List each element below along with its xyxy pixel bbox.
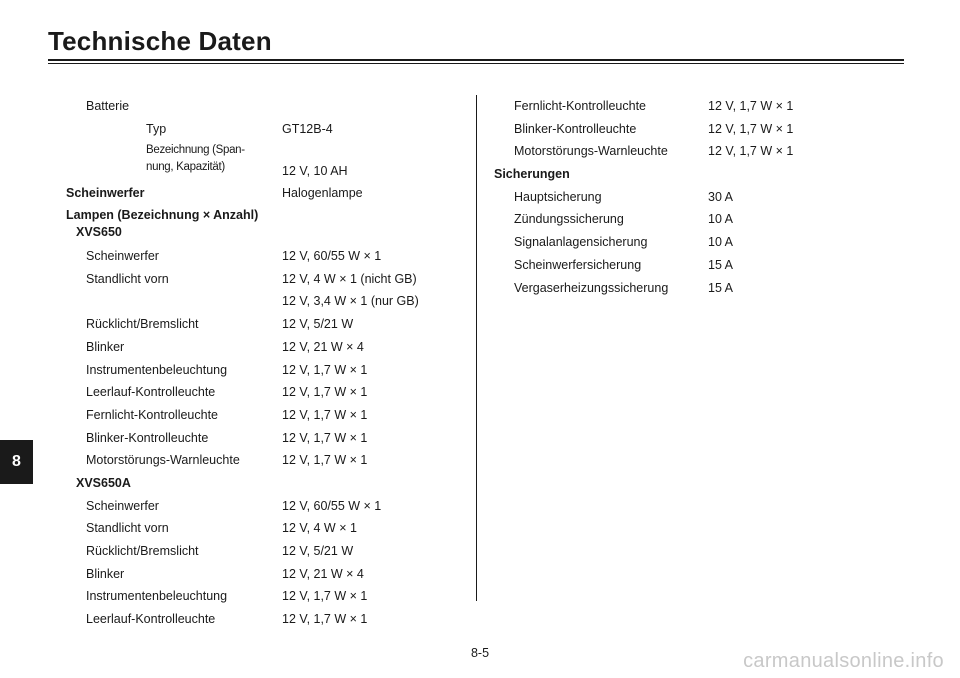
spec-label: Standlicht vorn xyxy=(86,271,169,286)
spec-label: Vergaserheizungssicherung xyxy=(514,280,669,295)
spec-value: 10 A xyxy=(708,212,734,227)
spec-label: Instrumentenbeleuchtung xyxy=(86,589,228,604)
spec-row-typ xyxy=(66,118,466,141)
spec-value: 12 V, 4 W × 1 xyxy=(282,521,357,536)
spec-label: Zündungssicherung xyxy=(514,212,624,227)
section-heading: Scheinwerfer xyxy=(66,186,145,201)
spec-row xyxy=(66,245,466,268)
lamp-list-xvs650 xyxy=(66,245,466,472)
spec-label: Typ xyxy=(146,121,167,136)
spec-label: Motorstörungs-Warnleuchte xyxy=(514,144,668,159)
model-heading: XVS650 xyxy=(76,225,122,240)
spec-label: Blinker-Kontrolleuchte xyxy=(86,430,209,445)
spec-row xyxy=(494,208,914,231)
fuse-list xyxy=(494,186,914,299)
spec-value: 12 V, 1,7 W × 1 xyxy=(282,589,368,604)
spec-row xyxy=(494,95,914,118)
spec-row-xvs650a xyxy=(66,472,466,495)
spec-value: 10 A xyxy=(708,235,734,250)
spec-label: Scheinwerfer xyxy=(86,249,159,264)
chapter-tab: 8 xyxy=(0,440,33,484)
spec-label-line: Bezeichnung (Span- xyxy=(146,144,245,157)
spec-row xyxy=(66,585,466,608)
spec-label: Rücklicht/Bremslicht xyxy=(86,317,199,332)
spec-row-lampen xyxy=(66,207,466,224)
spec-row xyxy=(66,449,466,472)
spec-label: Standlicht vorn xyxy=(86,521,169,536)
header-rule-thin xyxy=(48,63,904,64)
spec-row xyxy=(66,359,466,382)
spec-label: Hauptsicherung xyxy=(514,189,602,204)
spec-row-bezeichnung xyxy=(66,140,466,182)
spec-label xyxy=(146,142,245,175)
spec-row xyxy=(66,563,466,586)
column-divider xyxy=(476,95,477,601)
header-rule xyxy=(48,59,904,61)
spec-label: Blinker xyxy=(86,566,125,581)
spec-value: 12 V, 5/21 W xyxy=(282,317,354,332)
spec-row xyxy=(494,118,914,141)
spec-row xyxy=(66,404,466,427)
spec-value: 12 V, 21 W × 4 xyxy=(282,339,364,354)
spec-value: Halogenlampe xyxy=(282,186,363,201)
model-heading: XVS650A xyxy=(76,475,131,490)
lamp-list-continued xyxy=(494,95,914,163)
spec-value: GT12B-4 xyxy=(282,121,333,136)
spec-value: 12 V, 1,7 W × 1 xyxy=(708,121,794,136)
spec-value: 12 V, 21 W × 4 xyxy=(282,566,364,581)
spec-value: 12 V, 1,7 W × 1 xyxy=(282,362,368,377)
page-number: 8-5 xyxy=(470,646,490,660)
spec-row xyxy=(494,254,914,277)
spec-value: 12 V, 3,4 W × 1 (nur GB) xyxy=(282,294,419,309)
spec-value: 12 V, 1,7 W × 1 xyxy=(282,453,368,468)
spec-row xyxy=(66,381,466,404)
spec-value: 30 A xyxy=(708,189,734,204)
left-column xyxy=(66,95,466,631)
spec-value: 12 V, 1,7 W × 1 xyxy=(708,99,794,113)
spec-row xyxy=(66,336,466,359)
right-column xyxy=(494,95,914,299)
spec-label: Leerlauf-Kontrolleuchte xyxy=(86,612,216,627)
section-heading: Lampen (Bezeichnung × Anzahl) xyxy=(66,208,259,223)
spec-label: Batterie xyxy=(86,99,130,113)
page-title: Technische Daten xyxy=(48,26,272,56)
spec-label: Motorstörungs-Warnleuchte xyxy=(86,453,240,468)
spec-label: Instrumentenbeleuchtung xyxy=(86,362,228,377)
spec-value: 12 V, 1,7 W × 1 xyxy=(282,430,368,445)
watermark: carmanualsonline.info xyxy=(743,650,944,672)
spec-value: 12 V, 5/21 W xyxy=(282,544,354,558)
lamp-list-xvs650a xyxy=(66,495,466,631)
spec-label: Leerlauf-Kontrolleuchte xyxy=(86,385,216,400)
spec-row xyxy=(494,140,914,163)
spec-row xyxy=(494,277,914,300)
spec-label: Rücklicht/Bremslicht xyxy=(86,544,199,558)
spec-row-xvs650 xyxy=(66,224,466,241)
spec-row xyxy=(66,427,466,450)
spec-row xyxy=(66,313,466,336)
spec-row-batterie xyxy=(66,95,466,118)
spec-row xyxy=(66,495,466,518)
spec-value: 12 V, 1,7 W × 1 xyxy=(708,144,794,159)
spec-row-sicherungen xyxy=(494,163,914,186)
spec-row-scheinwerfer xyxy=(66,182,466,205)
spec-value: 15 A xyxy=(708,280,734,295)
spec-value: 12 V, 1,7 W × 1 xyxy=(282,385,368,400)
spec-label: Scheinwerfer xyxy=(86,498,159,513)
spec-row xyxy=(66,517,466,540)
spec-value: 12 V, 4 W × 1 (nicht GB) xyxy=(282,271,417,286)
spec-row xyxy=(66,608,466,631)
spec-value: 12 V, 60/55 W × 1 xyxy=(282,249,382,264)
spec-row xyxy=(494,231,914,254)
spec-label: Fernlicht-Kontrolleuchte xyxy=(514,99,647,113)
spec-value: 12 V, 10 AH xyxy=(282,164,348,179)
spec-row xyxy=(494,186,914,209)
spec-label: Blinker xyxy=(86,339,125,354)
spec-row xyxy=(66,268,466,291)
spec-label-line: nung, Kapazität) xyxy=(146,160,225,173)
spec-label: Signalanlagensicherung xyxy=(514,235,648,250)
spec-value: 12 V, 60/55 W × 1 xyxy=(282,498,382,513)
section-heading: Sicherungen xyxy=(494,167,570,182)
spec-value: 12 V, 1,7 W × 1 xyxy=(282,612,368,627)
spec-row xyxy=(66,540,466,563)
spec-value: 12 V, 1,7 W × 1 xyxy=(282,407,368,422)
spec-label: Blinker-Kontrolleuchte xyxy=(514,121,637,136)
spec-label: Fernlicht-Kontrolleuchte xyxy=(86,407,219,422)
spec-row xyxy=(66,290,466,313)
spec-label: Scheinwerfersicherung xyxy=(514,257,642,272)
spec-value: 15 A xyxy=(708,257,734,272)
